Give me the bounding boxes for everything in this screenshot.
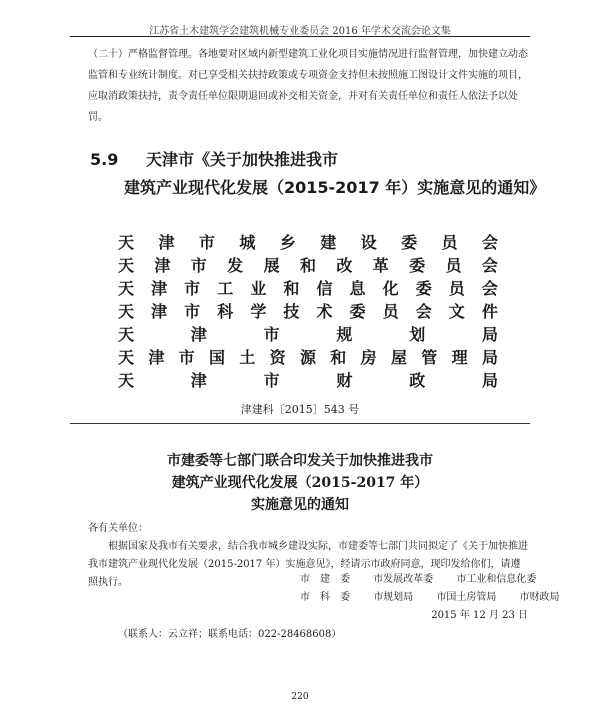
signer: 市 科 委 <box>300 592 350 603</box>
issuer-char: 息 <box>349 279 366 298</box>
issuer-char: 津 <box>148 348 165 367</box>
signer: 市工业和信息化委 <box>456 574 537 585</box>
issuer-line <box>118 231 498 254</box>
issuer-char: 局 <box>481 371 498 390</box>
signer: 市国土房管局 <box>436 592 497 603</box>
issuer-char: 建 <box>320 233 337 252</box>
issuer-char: 术 <box>316 302 333 321</box>
issuer-char: 员 <box>382 302 399 321</box>
issuer-char: 天 <box>118 256 135 275</box>
salutation: 各有关单位： <box>88 523 148 534</box>
issuer-char: 员 <box>441 233 458 252</box>
notice-title-line1: 市建委等七部门联合印发关于加快推进我市 <box>167 453 433 469</box>
contact-info: （联系人：云立祥；联系电话：022-28468608） <box>118 629 342 640</box>
notice-title-line2: 建筑产业现代化发展（2015-2017 年） <box>171 475 429 491</box>
issuer-char: 天 <box>118 279 135 298</box>
issuer-char: 和 <box>299 256 316 275</box>
issuer-char: 天 <box>118 348 135 367</box>
signing-agencies <box>300 571 560 607</box>
issuer-char: 局 <box>481 325 498 344</box>
issuer-char: 设 <box>360 233 377 252</box>
issuer-char: 学 <box>250 302 267 321</box>
issuer-char: 委 <box>349 302 366 321</box>
issuer-char: 津 <box>158 233 175 252</box>
issuer-line <box>118 300 498 323</box>
issuer-char: 国 <box>208 348 225 367</box>
section-heading <box>90 150 546 197</box>
issuer-char: 房 <box>360 348 377 367</box>
issuer-char: 天 <box>118 371 135 390</box>
issuer-char: 会 <box>415 302 432 321</box>
issuer-char: 信 <box>316 279 333 298</box>
notice-paragraph: 根据国家及我市有关要求，结合我市城乡建设实际，市建委等七部门共同拟定了《关于加快推进我市建筑产业现代化发展（2015-2017 年）实施意见》，经请示市政府同意，现印发给你们，请遵照执行。 <box>88 541 528 588</box>
issuer-char: 会 <box>481 279 498 298</box>
divider-rule <box>70 423 530 424</box>
issuer-char: 业 <box>250 279 267 298</box>
issuer-char: 委 <box>415 279 432 298</box>
signer: 市财政局 <box>519 592 560 603</box>
notice-title <box>0 450 600 516</box>
issuer-char: 市 <box>198 233 215 252</box>
header-rule <box>70 36 530 37</box>
issuer-char: 展 <box>263 256 280 275</box>
issuer-char: 源 <box>299 348 316 367</box>
signer: 市发展改革委 <box>373 574 434 585</box>
issuer-char: 津 <box>190 325 207 344</box>
issuer-char: 市 <box>184 302 201 321</box>
issuer-char: 和 <box>330 348 347 367</box>
issuer-line <box>118 277 498 300</box>
issuer-char: 乡 <box>279 233 296 252</box>
running-header: 江苏省土木建筑学会建筑机械专业委员会 2016 年学术交流会论文集 <box>149 26 451 37</box>
issuer-char: 土 <box>239 348 256 367</box>
issuer-char: 工 <box>217 279 234 298</box>
notice-title-line3: 实施意见的通知 <box>251 497 349 513</box>
section-number: 5.9 <box>90 150 119 169</box>
issuer-char: 财 <box>336 371 353 390</box>
issuer-char: 市 <box>190 256 207 275</box>
issuer-line <box>118 369 498 392</box>
issuer-char: 天 <box>118 233 135 252</box>
issuer-line <box>118 323 498 346</box>
issuing-agencies <box>118 231 498 392</box>
issuer-char: 员 <box>448 279 465 298</box>
issuer-char: 技 <box>283 302 300 321</box>
signer: 市规划局 <box>373 592 414 603</box>
issuer-char: 市 <box>178 348 195 367</box>
issuer-char: 天 <box>118 302 135 321</box>
issuer-char: 天 <box>118 325 135 344</box>
issuer-char: 委 <box>409 256 426 275</box>
issuer-char: 市 <box>263 325 280 344</box>
issuer-char: 津 <box>151 279 168 298</box>
issuer-char: 会 <box>481 233 498 252</box>
intro-paragraph: （二十）严格监督管理。各地要对区域内新型建筑工业化项目实施情况进行监督管理，加快建立动态监管和专业统计制度。对已享受相关扶持政策或专项资金支持但未按照施工图设计文件实施的项目，应取消政策扶持，责令责任单位限期退回或补交相关资金，并对有关责任单位和责任人依法予以处罚。 <box>88 49 528 123</box>
issuer-char: 局 <box>481 348 498 367</box>
issuer-char: 和 <box>283 279 300 298</box>
issuer-char: 改 <box>336 256 353 275</box>
section-title-line2: 建筑产业现代化发展（2015-2017 年）实施意见的通知》 <box>124 178 546 197</box>
issuer-char: 津 <box>154 256 171 275</box>
issuer-char: 资 <box>269 348 286 367</box>
document-number: 津建科〔2015〕543 号 <box>240 403 360 416</box>
signer: 市 建 委 <box>300 574 350 585</box>
issuer-char: 城 <box>239 233 256 252</box>
issuer-char: 科 <box>217 302 234 321</box>
issuer-char: 津 <box>151 302 168 321</box>
issuer-char: 市 <box>184 279 201 298</box>
issuer-char: 发 <box>227 256 244 275</box>
issuer-char: 津 <box>190 371 207 390</box>
signers-row1 <box>300 571 560 589</box>
issuer-char: 化 <box>382 279 399 298</box>
issuer-char: 文 <box>448 302 465 321</box>
issuer-char: 政 <box>409 371 426 390</box>
issuer-char: 屋 <box>390 348 407 367</box>
issuer-line <box>118 346 498 369</box>
page-number: 220 <box>291 692 309 702</box>
issuer-char: 员 <box>445 256 462 275</box>
issuer-char: 会 <box>481 256 498 275</box>
section-title-line1: 天津市《关于加快推进我市 <box>146 150 339 169</box>
issuer-char: 划 <box>409 325 426 344</box>
issuer-char: 管 <box>421 348 438 367</box>
issuer-char: 革 <box>372 256 389 275</box>
issuer-char: 件 <box>481 302 498 321</box>
issuer-line <box>118 254 498 277</box>
issuer-char: 委 <box>401 233 418 252</box>
issue-date: 2015 年 12 月 23 日 <box>431 610 528 621</box>
issuer-char: 规 <box>336 325 353 344</box>
issuer-char: 市 <box>263 371 280 390</box>
signers-row2 <box>300 589 560 607</box>
issuer-char: 理 <box>451 348 468 367</box>
